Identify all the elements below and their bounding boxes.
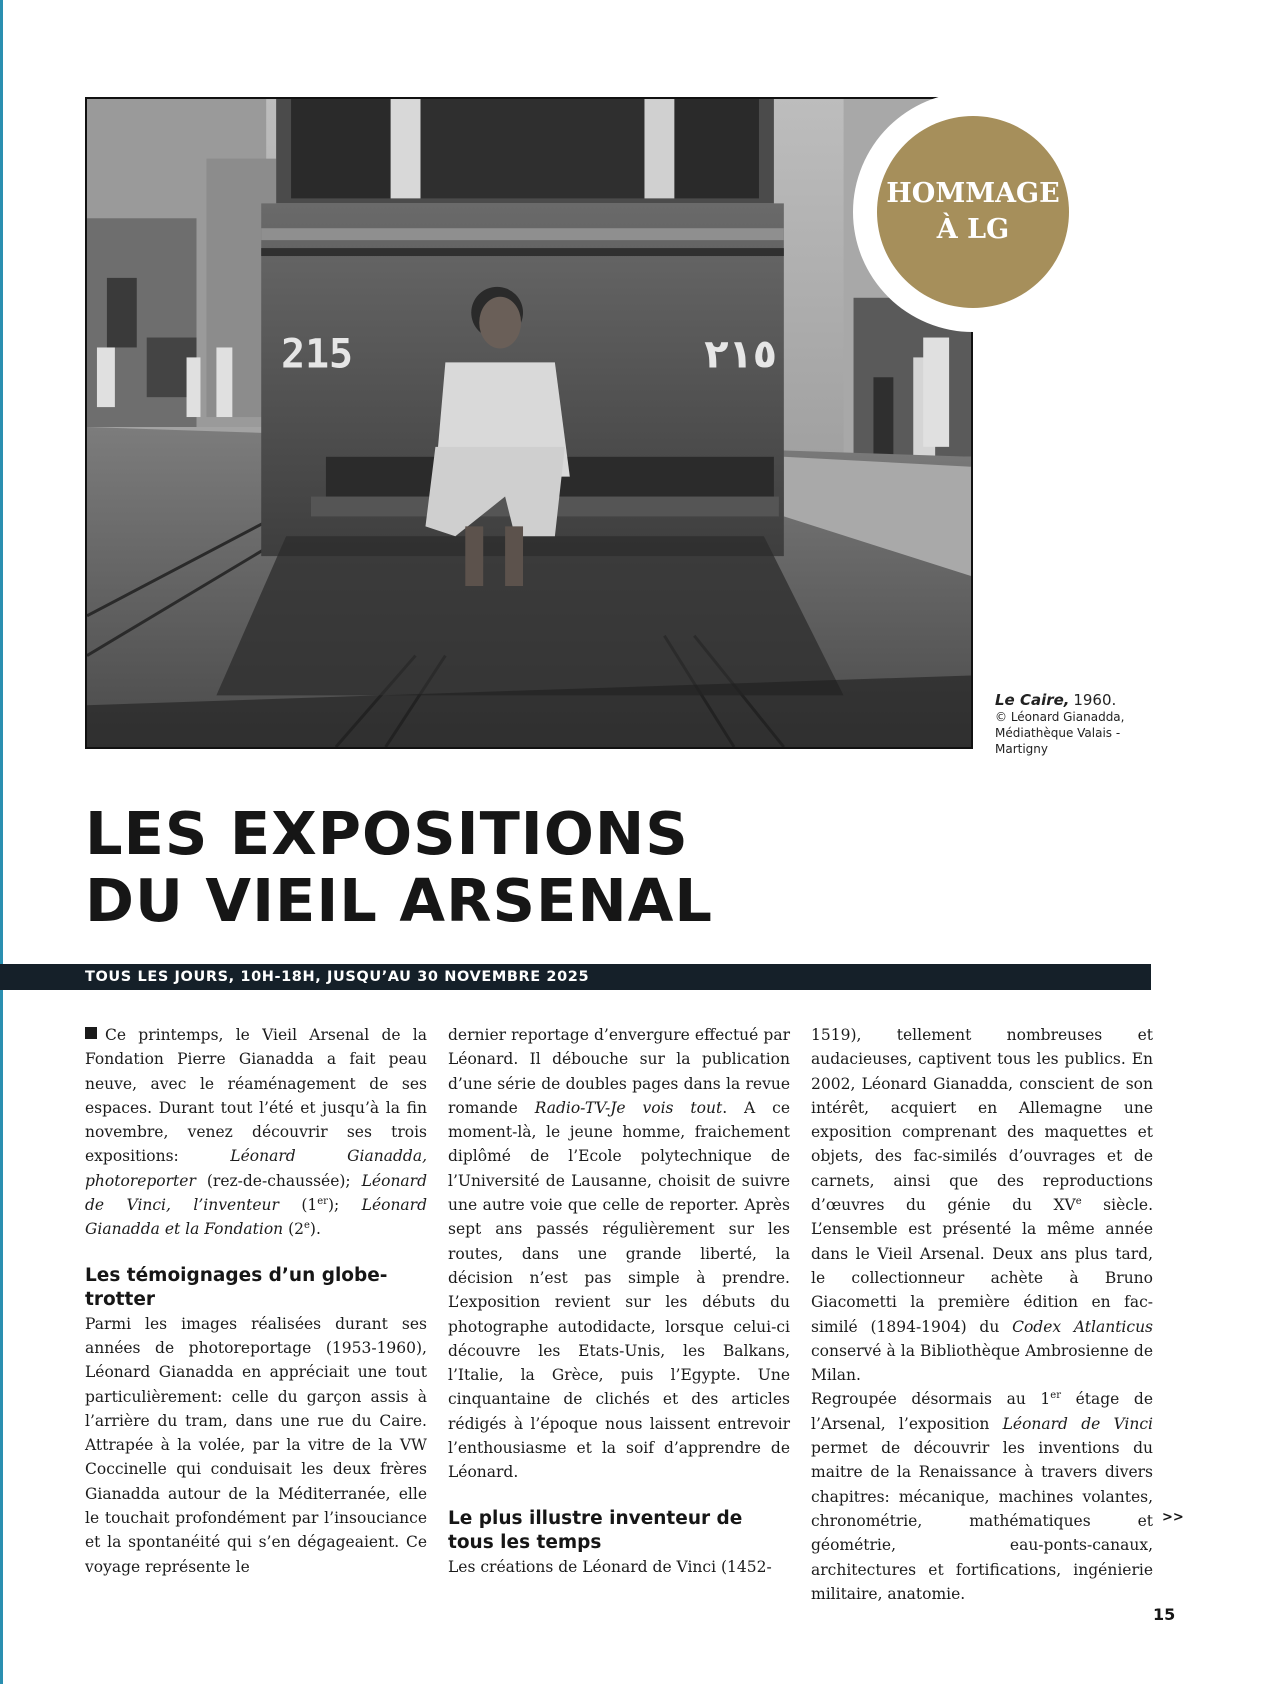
headline-line-1: LES EXPOSITIONS bbox=[85, 799, 689, 868]
badge-line-1: HOMMAGE bbox=[886, 178, 1060, 209]
bullet-square-icon bbox=[85, 1027, 97, 1039]
caption-year: 1960. bbox=[1073, 691, 1117, 709]
article-column-3 bbox=[811, 1023, 1153, 1606]
caption-credit-1: © Léonard Gianadda, bbox=[995, 710, 1125, 724]
article-column-1 bbox=[85, 1023, 427, 1579]
badge-line-2: À LG bbox=[936, 214, 1010, 245]
article-headline bbox=[85, 800, 1085, 934]
subheading-inventeur: Le plus illustre inventeur de tous les temps bbox=[448, 1507, 743, 1553]
body-paragraph-3: Les créations de Léonard de Vinci (1452- bbox=[448, 1557, 772, 1576]
body-paragraph-5: Regroupée désormais au 1er étage de l’Arsenal, l’exposition Léonard de Vinci permet de découvrir les inventions du maitre de la Renaissance à travers divers chapitres: mécanique, machines volantes, chronométrie, mathématiques et géométrie, eau-ponts-canaux, architectures et fortifications, ingénierie militaire, anatomie. bbox=[811, 1390, 1154, 1603]
body-paragraph-4: 1519), tellement nombreuses et audacieuses, captivent tous les publics. En 2002, Léonard Gianadda, conscient de son intérêt, acquiert en Allemagne une exposition comprenant des maquettes et objets, des fac-similés d’ouvrages et de carnets, ainsi que des reproductions d’œuvres du génie du XVe siècle. L’ensemble est présenté la même année dans le Vieil Arsenal. Deux ans plus tard, le collectionneur achète à Bruno Giacometti la première édition en fac-similé (1894-1904) du Codex Atlanticus conservé à la Bibliothèque Ambrosienne de Milan. bbox=[811, 1026, 1154, 1385]
page-number: 15 bbox=[1153, 1605, 1176, 1624]
photo-caption bbox=[995, 692, 1135, 757]
caption-credit-3: Martigny bbox=[995, 742, 1049, 756]
continue-marker: >> bbox=[1162, 1510, 1184, 1525]
schedule-band bbox=[0, 964, 1151, 990]
schedule-text: TOUS LES JOURS, 10H-18H, JUSQU’AU 30 NOVEMBRE 2025 bbox=[85, 969, 590, 985]
tram-number-latin: 215 bbox=[281, 331, 354, 378]
tram-photo-illustration bbox=[87, 99, 971, 747]
subheading-globe-trotter: Les témoignages d’un globe-trotter bbox=[85, 1264, 388, 1310]
tram-photograph bbox=[85, 97, 973, 749]
intro-paragraph: Ce printemps, le Vieil Arsenal de la Fondation Pierre Gianadda a fait peau neuve, avec le réaménagement de ses espaces. Durant tout l’été et jusqu’à la fin novembre, venez découvrir ses trois expositions: Léonard Gianadda, photoreporter (rez-de-chaussée); Léonard de Vinci, l’inventeur (1er); Léonard Gianadda et la Fondation (2e). bbox=[85, 1026, 428, 1239]
body-paragraph-1: Parmi les images réalisées durant ses années de photoreportage (1953-1960), Léonard Gianadda en appréciait une tout particulièrement: celle du garçon assis à l’arrière du tram, dans une rue du Caire. Attrapée à la volée, par la vitre de la VW Coccinelle qui conduisait les deux frères Gianadda autour de la Méditerranée, elle le touchait profondément par l’insouciance et la spontanéité qui s’en dégageaient. Ce voyage représente le bbox=[85, 1314, 427, 1576]
hommage-badge bbox=[877, 116, 1069, 308]
headline-line-2: DU VIEIL ARSENAL bbox=[85, 866, 713, 935]
caption-credit-2: Médiathèque Valais - bbox=[995, 726, 1121, 740]
caption-place: Le Caire, bbox=[995, 691, 1070, 709]
article-column-2 bbox=[448, 1023, 790, 1579]
body-paragraph-2: dernier reportage d’envergure effectué par Léonard. Il débouche sur la publication d’une série de doubles pages dans la revue romande Radio-TV-Je vois tout. A ce moment-là, le jeune homme, fraichement diplômé de l’Ecole polytechnique de l’Université de Lausanne, choisit de suivre une autre voie que celle de reporter. Après sept ans passés régulièrement sur les routes, dans une grande liberté, la décision n’est pas simple à prendre. L’exposition revient sur les débuts du photographe autodidacte, lorsque celui-ci découvre les Etats-Unis, les Balkans, l’Italie, la Grèce, puis l’Egypte. Une cinquantaine de clichés et des articles rédigés à l’époque nous laissent entrevoir l’enthousiasme et la soif d’apprendre de Léonard. bbox=[448, 1026, 790, 1482]
tram-number-arabic: ٢١٥ bbox=[704, 331, 778, 378]
page-edge-stripe bbox=[0, 0, 3, 1684]
